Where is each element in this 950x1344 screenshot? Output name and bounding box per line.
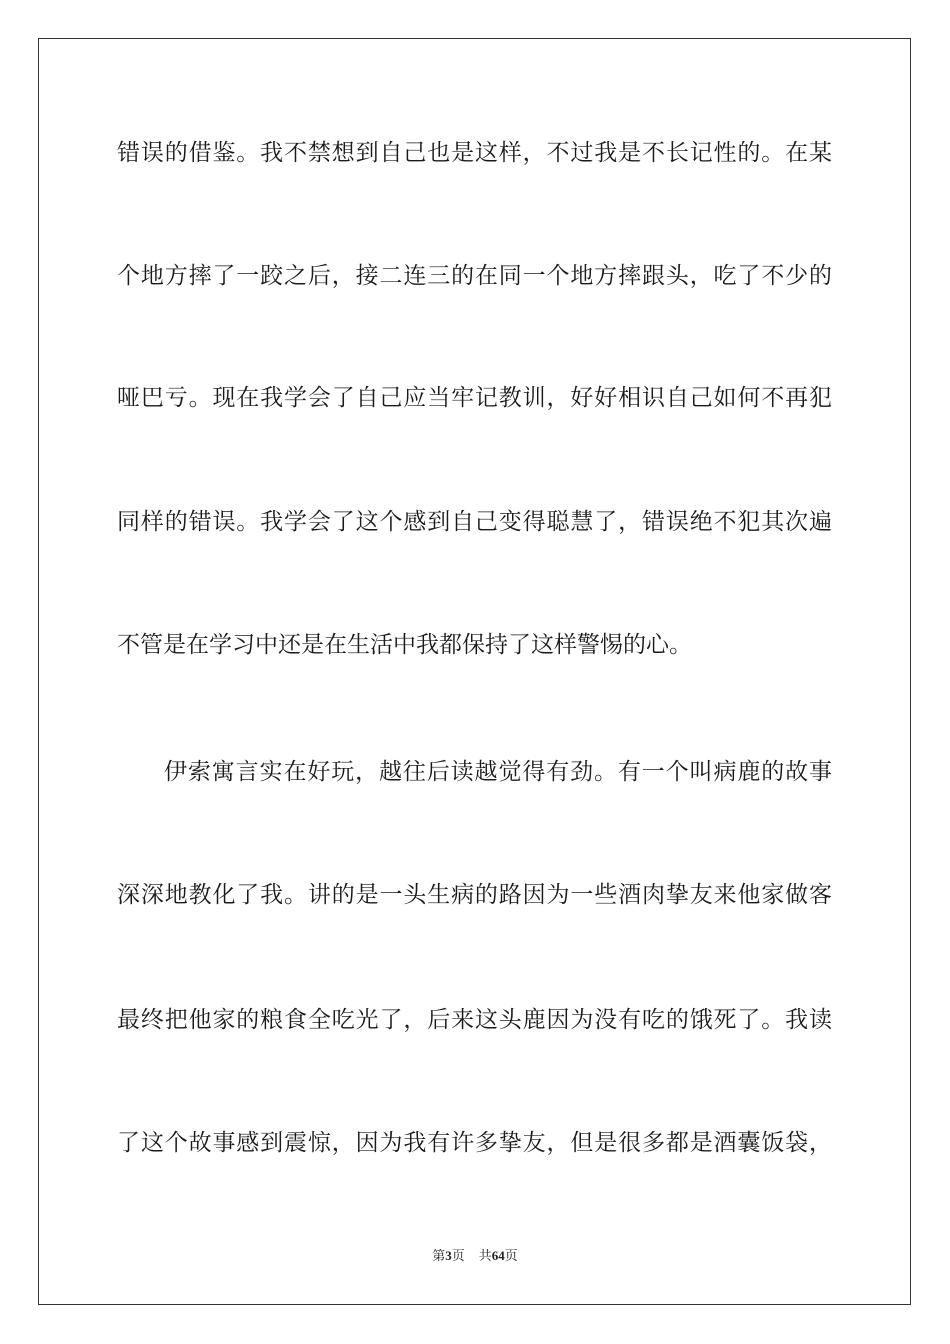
- text-line-5: 不管是在学习中还是在生活中我都保持了这样警惕的心。: [117, 632, 692, 658]
- page-footer: [0, 1247, 950, 1266]
- text-line-1: 错误的借鉴。我不禁想到自己也是这样，不过我是不长记性的。在某: [117, 140, 832, 166]
- total-label-prefix: 共: [478, 1249, 492, 1264]
- page-label-prefix: 第: [432, 1249, 446, 1264]
- text-line-2: 个地方摔了一跤之后，接二连三的在同一个地方摔跟头，吃了不少的: [117, 263, 832, 289]
- total-label-suffix: 页: [504, 1249, 518, 1264]
- paragraph-2-line-4: 了这个故事感到震惊，因为我有许多挚友，但是很多都是酒囊饭袋，: [117, 1130, 832, 1156]
- paragraph-2-line-2: 深深地教化了我。讲的是一头生病的路因为一些酒肉挚友来他家做客: [117, 882, 832, 908]
- total-pages: 64: [491, 1248, 505, 1263]
- paragraph-2-line-3: 最终把他家的粮食全吃光了，后来这头鹿因为没有吃的饿死了。我读: [117, 1007, 832, 1033]
- text-line-3: 哑巴亏。现在我学会了自己应当牢记教训，好好相识自己如何不再犯: [117, 385, 832, 411]
- paragraph-2-line-1: 伊索寓言实在好玩，越往后读越觉得有劲。有一个叫病鹿的故事: [164, 759, 832, 785]
- page-border: [38, 38, 911, 1305]
- page-label-suffix: 页: [451, 1249, 465, 1264]
- text-line-4: 同样的错误。我学会了这个感到自己变得聪慧了，错误绝不犯其次遍: [117, 509, 832, 535]
- page-number: 3: [445, 1248, 452, 1263]
